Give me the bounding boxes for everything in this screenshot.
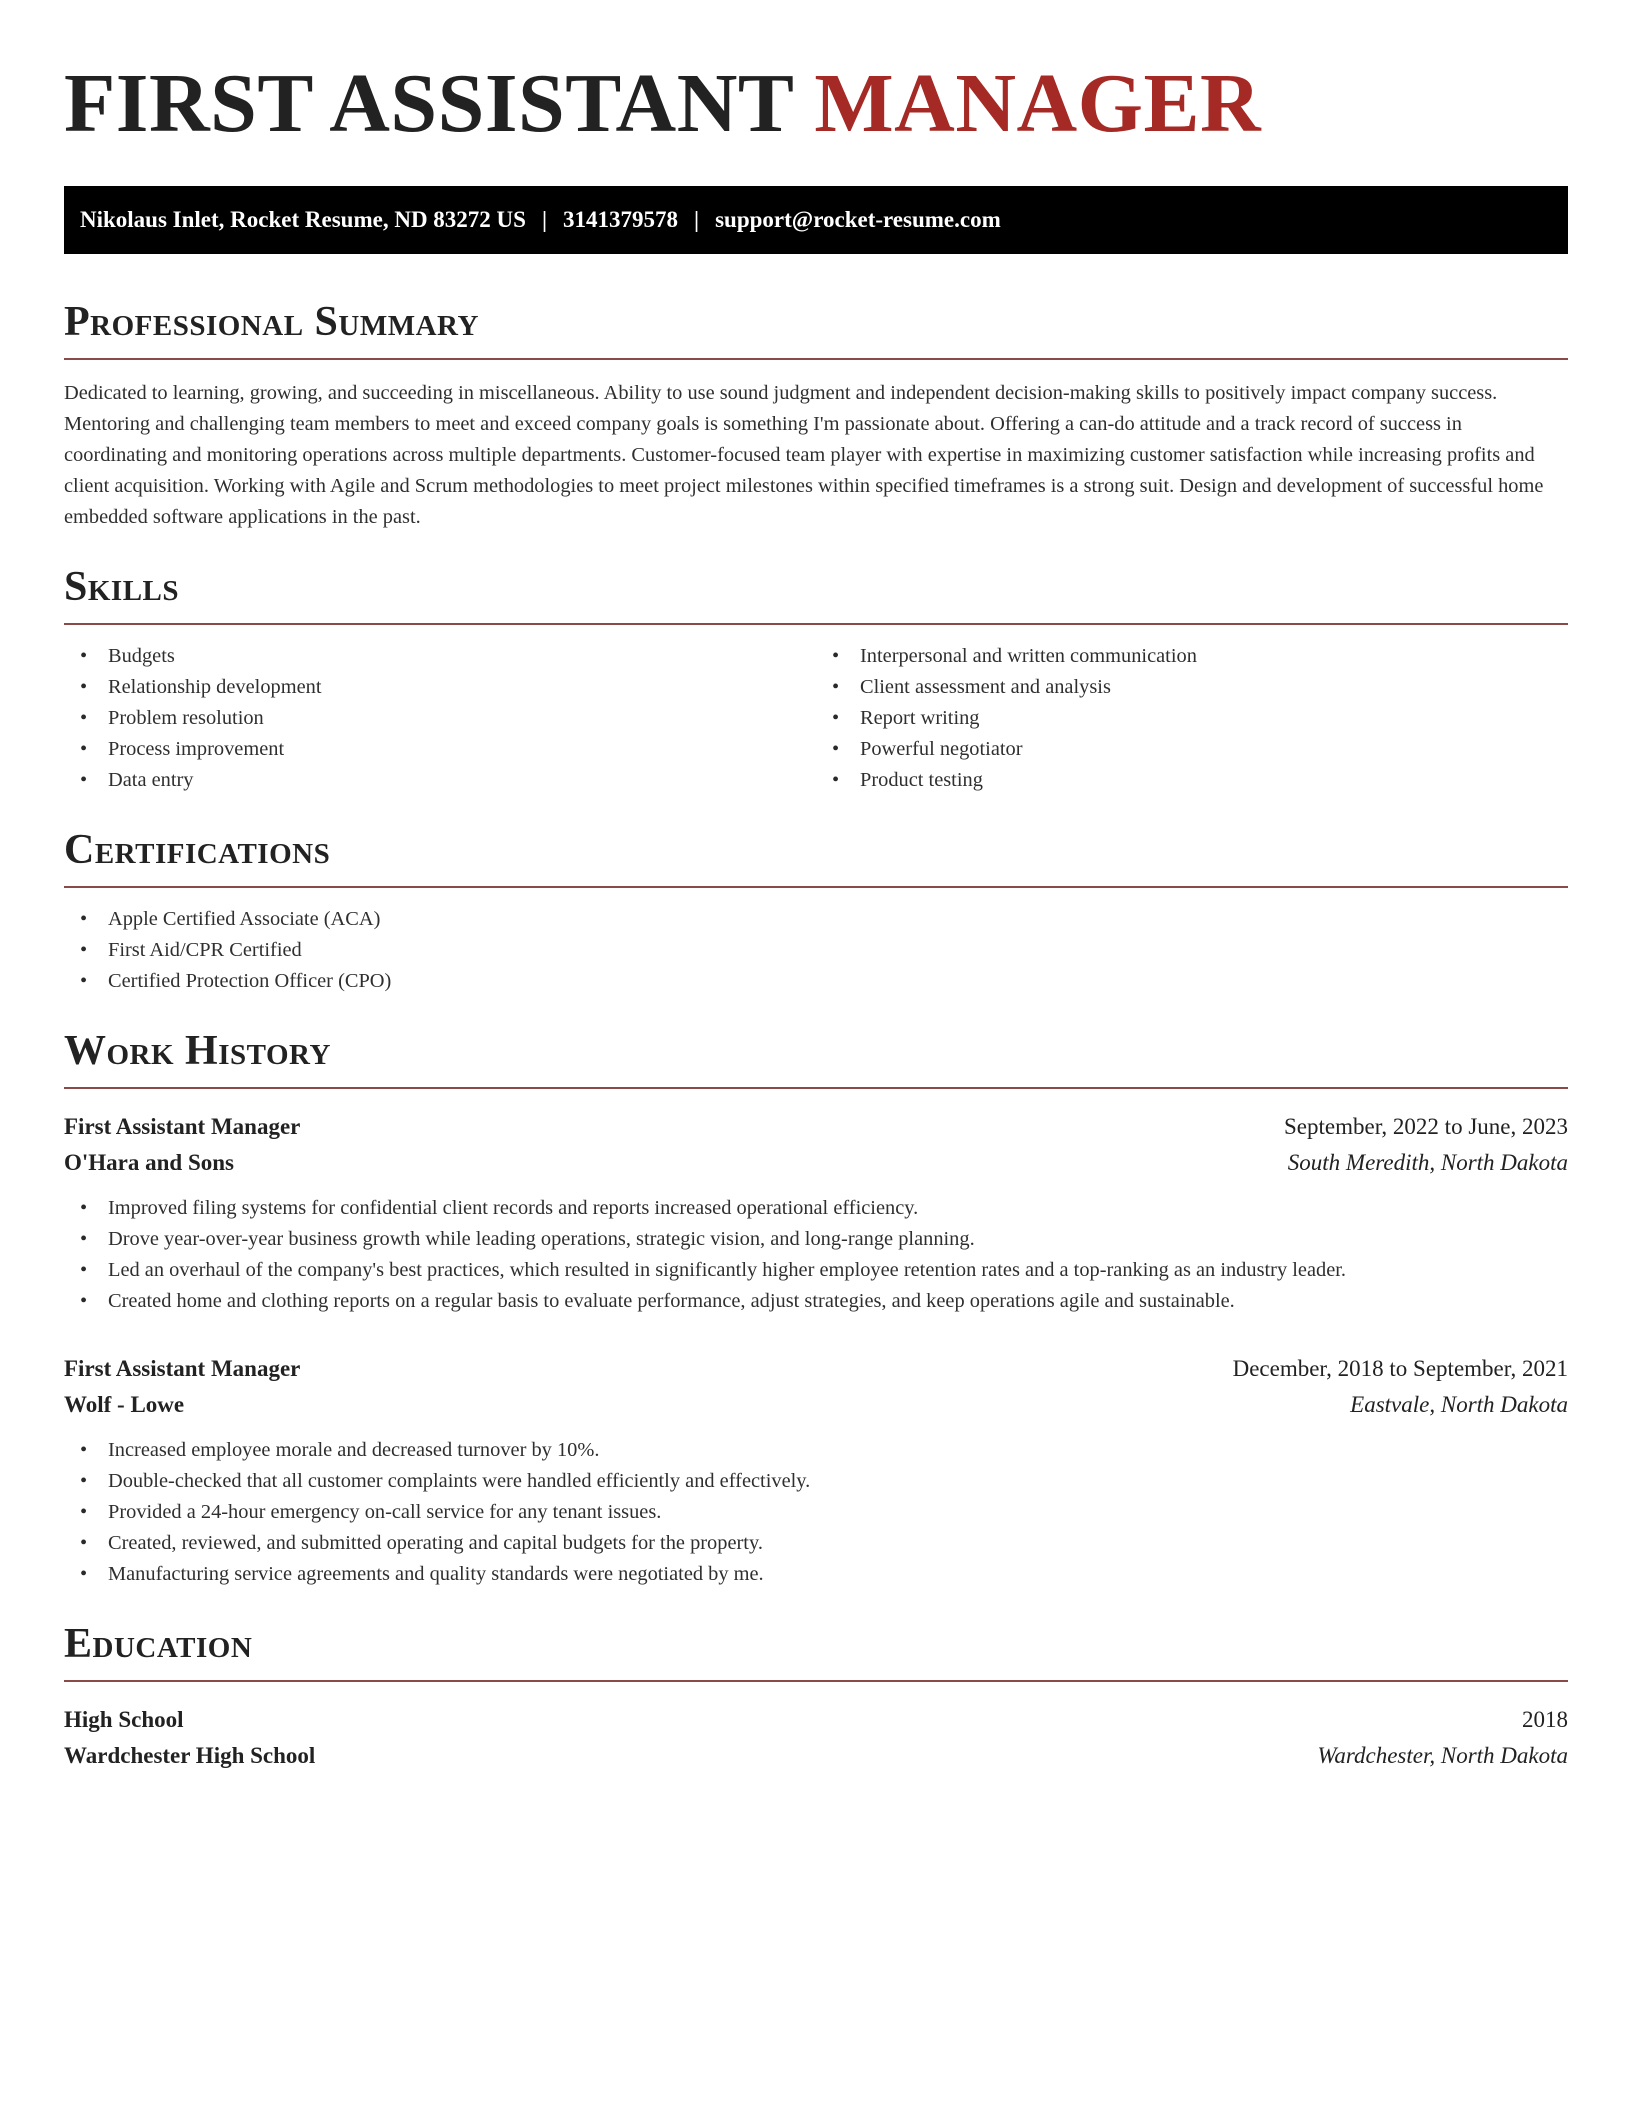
job-bullets <box>64 1435 1568 1590</box>
contact-bar <box>64 186 1568 254</box>
education-row <box>64 1702 1568 1738</box>
job-company-row <box>64 1145 1568 1181</box>
skills-heading: Skills <box>64 564 180 610</box>
contact-separator: | <box>694 207 700 232</box>
skill-item: • Budgets <box>64 641 816 672</box>
job-bullet: • Drove year-over-year business growth while leading operations, strategic vision, and long-range planning. <box>64 1224 1568 1255</box>
job-company-row <box>64 1387 1568 1423</box>
job-entry <box>64 1109 1568 1317</box>
job-title: First Assistant Manager <box>64 1356 301 1381</box>
certification-item: • Certified Protection Officer (CPO) <box>64 966 1568 997</box>
section-divider <box>64 358 1568 360</box>
contact-address: Nikolaus Inlet, Rocket Resume, ND 83272 US <box>80 207 526 232</box>
job-company: Wolf - Lowe <box>64 1392 185 1417</box>
job-location: South Meredith, North Dakota <box>1287 1150 1568 1175</box>
skill-item: • Interpersonal and written communication <box>816 641 1568 672</box>
job-bullets <box>64 1193 1568 1317</box>
education-section <box>64 1618 1568 1774</box>
section-divider <box>64 623 1568 625</box>
certification-item: • Apple Certified Associate (ACA) <box>64 904 1568 935</box>
skill-item: • Product testing <box>816 765 1568 796</box>
title-accent: MANAGER <box>814 57 1262 150</box>
job-title: First Assistant Manager <box>64 1114 301 1139</box>
certifications-heading: Certifications <box>64 827 331 873</box>
summary-text: Dedicated to learning, growing, and succeeding in miscellaneous. Ability to use sound judgment and independent decision-making skills to positively impact company success. Mentoring and challenging team members to meet and exceed company goals is something I'm passionate about. Offering a can-do attitude and a track record of success in coordinating and monitoring operations across multiple departments. Customer-focused team player with expertise in maximizing customer satisfaction while increasing profits and client acquisition. Working with Agile and Scrum methodologies to meet project milestones within specified timeframes is a strong suit. Design and development of successful home embedded software applications in the past. <box>64 382 1544 528</box>
work-history-section <box>64 1025 1568 1590</box>
contact-phone: 3141379578 <box>563 207 679 232</box>
job-bullet: • Created home and clothing reports on a regular basis to evaluate performance, adjust strategies, and keep operations agile and sustainable. <box>64 1286 1568 1317</box>
education-school-row <box>64 1738 1568 1774</box>
job-bullet: • Increased employee morale and decreased turnover by 10%. <box>64 1435 1568 1466</box>
skill-item: • Process improvement <box>64 734 816 765</box>
certifications-list <box>64 904 1568 997</box>
job-dates: December, 2018 to September, 2021 <box>1232 1356 1568 1381</box>
section-divider <box>64 1087 1568 1089</box>
job-location: Eastvale, North Dakota <box>1350 1392 1568 1417</box>
education-location: Wardchester, North Dakota <box>1317 1743 1568 1768</box>
education-heading: Education <box>64 1621 253 1667</box>
skills-grid <box>64 641 1568 796</box>
skill-item: • Report writing <box>816 703 1568 734</box>
section-divider <box>64 886 1568 888</box>
job-bullet: • Improved filing systems for confidential client records and reports increased operational efficiency. <box>64 1193 1568 1224</box>
skill-item: • Problem resolution <box>64 703 816 734</box>
job-bullet: • Provided a 24-hour emergency on-call service for any tenant issues. <box>64 1497 1568 1528</box>
work-history-heading: Work History <box>64 1028 331 1074</box>
job-bullet: • Manufacturing service agreements and quality standards were negotiated by me. <box>64 1559 1568 1590</box>
skills-list-right <box>816 641 1568 796</box>
skill-item: • Powerful negotiator <box>816 734 1568 765</box>
contact-email: support@rocket-resume.com <box>715 207 1001 232</box>
job-header-row <box>64 1109 1568 1145</box>
education-entry <box>64 1702 1568 1774</box>
job-bullet: • Led an overhaul of the company's best practices, which resulted in significantly higher employee retention rates and a top-ranking as an industry leader. <box>64 1255 1568 1286</box>
job-bullet: • Created, reviewed, and submitted operating and capital budgets for the property. <box>64 1528 1568 1559</box>
job-bullet: • Double-checked that all customer complaints were handled efficiently and effectively. <box>64 1466 1568 1497</box>
education-school: Wardchester High School <box>64 1743 316 1768</box>
title-main: FIRST ASSISTANT <box>64 57 793 150</box>
skill-item: • Client assessment and analysis <box>816 672 1568 703</box>
education-year: 2018 <box>1522 1707 1568 1732</box>
skill-item: • Data entry <box>64 765 816 796</box>
resume-title <box>64 58 1568 150</box>
job-header-row <box>64 1351 1568 1387</box>
contact-separator: | <box>541 207 548 232</box>
certification-item: • First Aid/CPR Certified <box>64 935 1568 966</box>
job-dates: September, 2022 to June, 2023 <box>1284 1114 1568 1139</box>
job-entry <box>64 1351 1568 1590</box>
section-divider <box>64 1680 1568 1682</box>
summary-section <box>64 296 1568 533</box>
certifications-section <box>64 824 1568 997</box>
skills-section <box>64 561 1568 796</box>
education-degree: High School <box>64 1707 184 1732</box>
summary-heading: Professional Summary <box>64 299 479 345</box>
job-company: O'Hara and Sons <box>64 1150 234 1175</box>
skill-item: • Relationship development <box>64 672 816 703</box>
skills-list-left <box>64 641 816 796</box>
